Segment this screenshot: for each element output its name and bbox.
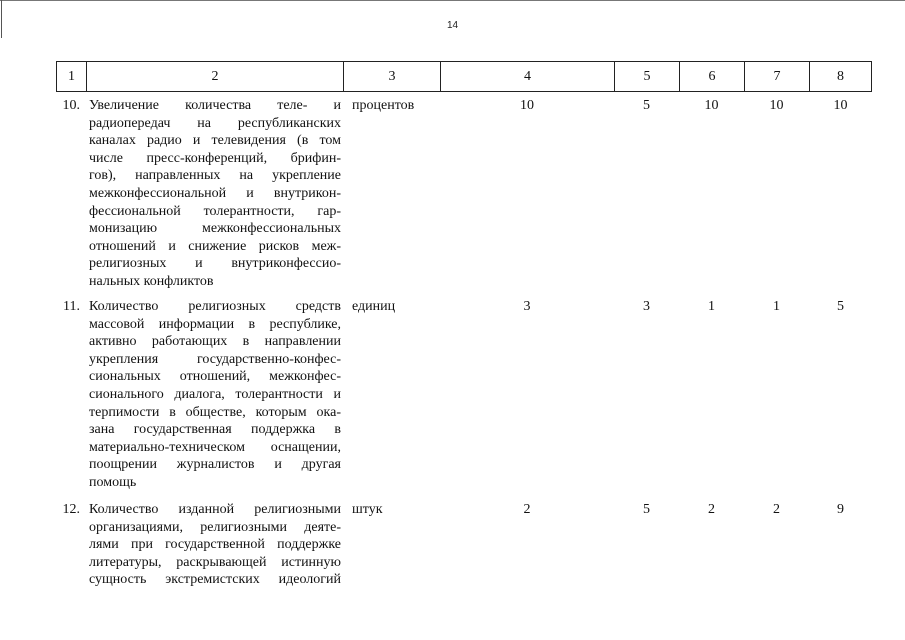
scan-frame-top [0, 0, 905, 1]
value-col-4: 2 [523, 502, 531, 517]
value-col-5: 5 [643, 98, 650, 113]
description-line: Количество изданной религиозными [89, 502, 341, 517]
row-unit: процентов [352, 98, 415, 113]
value-col-7: 1 [773, 299, 780, 314]
description-line: сущность экстремистских идеологий [89, 572, 341, 588]
row-unit: штук [352, 502, 383, 517]
header-col-6: 6 [679, 62, 744, 91]
description-line: лями при государственной поддержке [89, 537, 341, 553]
description-line: активно работающих в направлении [89, 334, 341, 350]
header-col-4: 4 [440, 62, 614, 91]
description-line: организациями, религиозными деяте- [89, 519, 341, 535]
header-col-2: 2 [86, 62, 343, 91]
description-line: материально-техническом оснащении, [89, 439, 341, 455]
value-col-4: 10 [520, 98, 534, 113]
description-line: религиозных и внутриконфессио- [89, 256, 341, 272]
value-col-8: 5 [837, 299, 844, 314]
header-col-5: 5 [614, 62, 679, 91]
value-col-6: 1 [708, 299, 715, 314]
table-header-row [56, 61, 872, 92]
value-col-8: 9 [837, 502, 844, 517]
header-col-8: 8 [809, 62, 872, 91]
description-line: межконфессиональной и внутрикон- [89, 185, 341, 201]
description-line: каналах радио и телевидения (в том [89, 133, 341, 149]
row-unit: единиц [352, 299, 396, 314]
row-number: 10. [62, 98, 80, 113]
description-line: поощрении журналистов и другая [89, 457, 341, 473]
row-description [89, 298, 341, 492]
scan-frame-left [1, 0, 2, 38]
description-line: числе пресс-конференций, брифин- [89, 150, 341, 166]
row-description [89, 97, 341, 291]
description-line: зана государственная поддержка в [89, 422, 341, 438]
value-col-4: 3 [523, 299, 531, 314]
description-line: радиопередач на республиканских [89, 115, 341, 131]
description-line: сионального диалога, толерантности и [89, 386, 341, 402]
description-line: Увеличение количества теле- и [89, 98, 341, 113]
row-description [89, 501, 341, 589]
description-line: литературы, раскрывающей истинную [89, 554, 341, 570]
value-col-6: 2 [708, 502, 715, 517]
description-line: терпимости в обществе, которым ока- [89, 404, 341, 420]
description-line: фессиональной толерантности, гар- [89, 203, 341, 219]
value-col-6: 10 [704, 98, 719, 113]
value-col-5: 5 [643, 502, 650, 517]
row-number: 11. [63, 299, 80, 314]
description-line: Количество религиозных средств [89, 299, 341, 314]
value-col-7: 2 [773, 502, 780, 517]
page-number: 14 [446, 20, 459, 31]
description-line: отношений и снижение рисков меж- [89, 238, 341, 254]
description-line: сиональных отношений, межконфес- [89, 369, 341, 385]
header-col-3: 3 [343, 62, 440, 91]
description-line: укрепления государственно-конфес- [89, 351, 341, 367]
header-col-1: 1 [56, 62, 86, 91]
value-col-5: 3 [643, 299, 650, 314]
description-line: гов), направленных на укрепление [89, 168, 341, 184]
description-line: массовой информации в республике, [89, 316, 341, 332]
description-line: монизацию межконфессиональных [89, 221, 341, 237]
value-col-8: 10 [833, 98, 848, 113]
value-col-7: 10 [769, 98, 784, 113]
description-line: нальных конфликтов [89, 273, 214, 289]
row-number: 12. [62, 502, 80, 517]
description-line: помощь [89, 474, 137, 490]
header-col-7: 7 [744, 62, 809, 91]
